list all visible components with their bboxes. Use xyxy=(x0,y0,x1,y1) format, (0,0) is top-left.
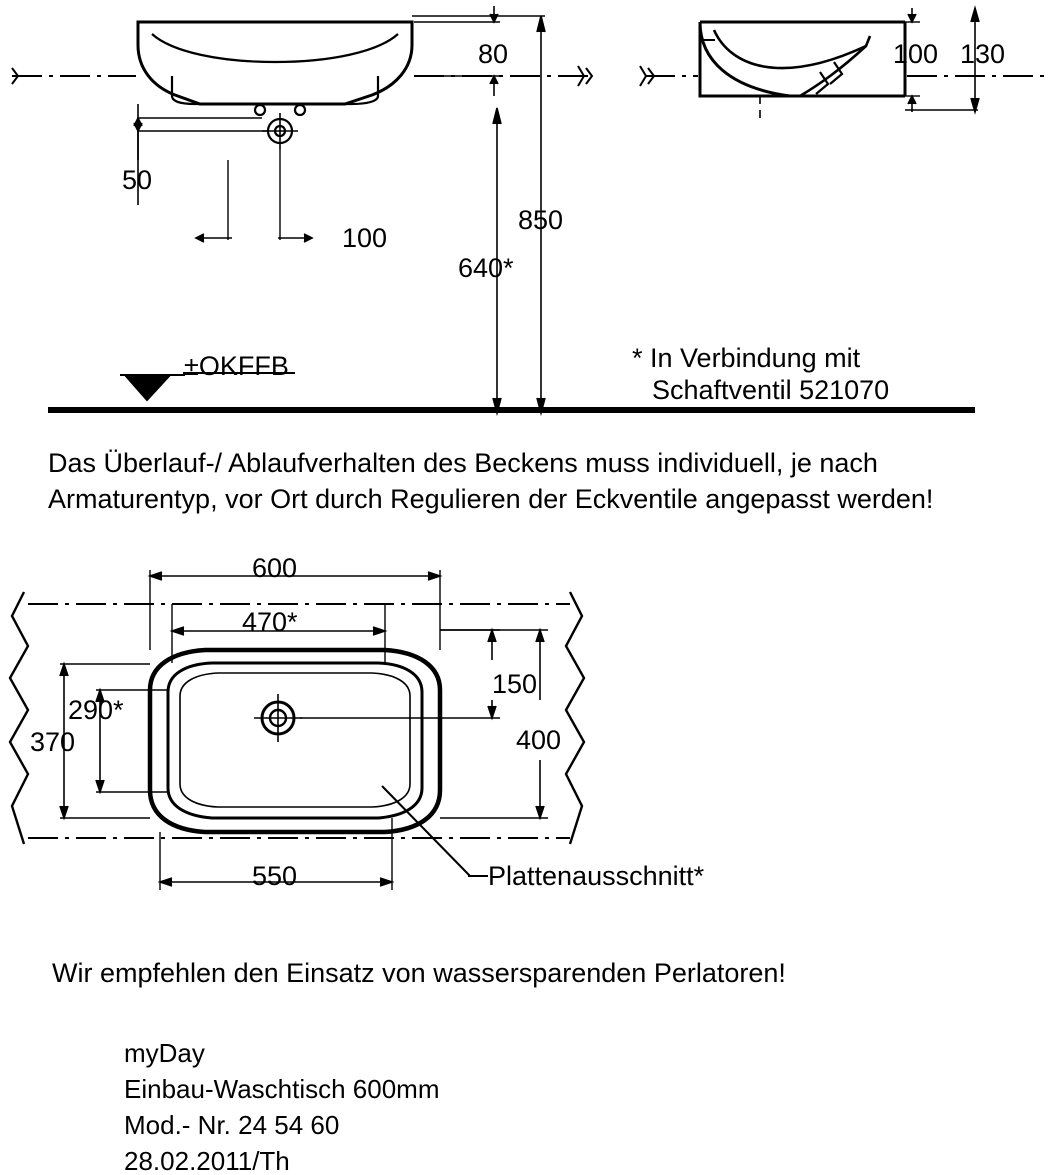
dim-label-850: 850 xyxy=(518,205,564,235)
titleblock-line-2: Einbau-Waschtisch 600mm xyxy=(124,1074,440,1104)
dim-label-600: 600 xyxy=(252,553,298,583)
warning-line-2: Armaturentyp, vor Ort durch Regulieren der Eckventile angepasst werden! xyxy=(48,484,934,514)
footnote-line-2: Schaftventil 521070 xyxy=(652,375,890,405)
dim-label-550: 550 xyxy=(252,861,298,891)
dim-label-150: 150 xyxy=(492,669,538,699)
dim-label-100-left: 100 xyxy=(342,223,388,253)
recommendation-text: Wir empfehlen den Einsatz von wassersparenden Perlatoren! xyxy=(52,958,786,988)
titleblock-line-3: Mod.- Nr. 24 54 60 xyxy=(124,1110,340,1140)
dim-label-470: 470* xyxy=(242,607,298,637)
warning-line-1: Das Überlauf-/ Ablaufverhalten des Beckens muss individuell, je nach xyxy=(48,448,878,478)
dim-label-80: 80 xyxy=(478,39,509,69)
okffb-label: ±OKFFB xyxy=(184,351,289,381)
dim-label-370: 370 xyxy=(30,727,76,757)
dim-label-640: 640* xyxy=(458,253,514,283)
footnote-line-1: * In Verbindung mit xyxy=(632,343,861,373)
dim-label-400: 400 xyxy=(516,725,562,755)
dim-label-130-section: 130 xyxy=(960,39,1006,69)
titleblock-line-1: myDay xyxy=(124,1038,205,1068)
titleblock-line-4: 28.02.2011/Th xyxy=(124,1146,290,1175)
dim-label-100-section: 100 xyxy=(893,39,939,69)
dim-label-290: 290* xyxy=(68,695,124,725)
callout-plattenausschnitt: Plattenausschnitt* xyxy=(488,861,705,891)
dim-label-50: 50 xyxy=(122,165,153,195)
